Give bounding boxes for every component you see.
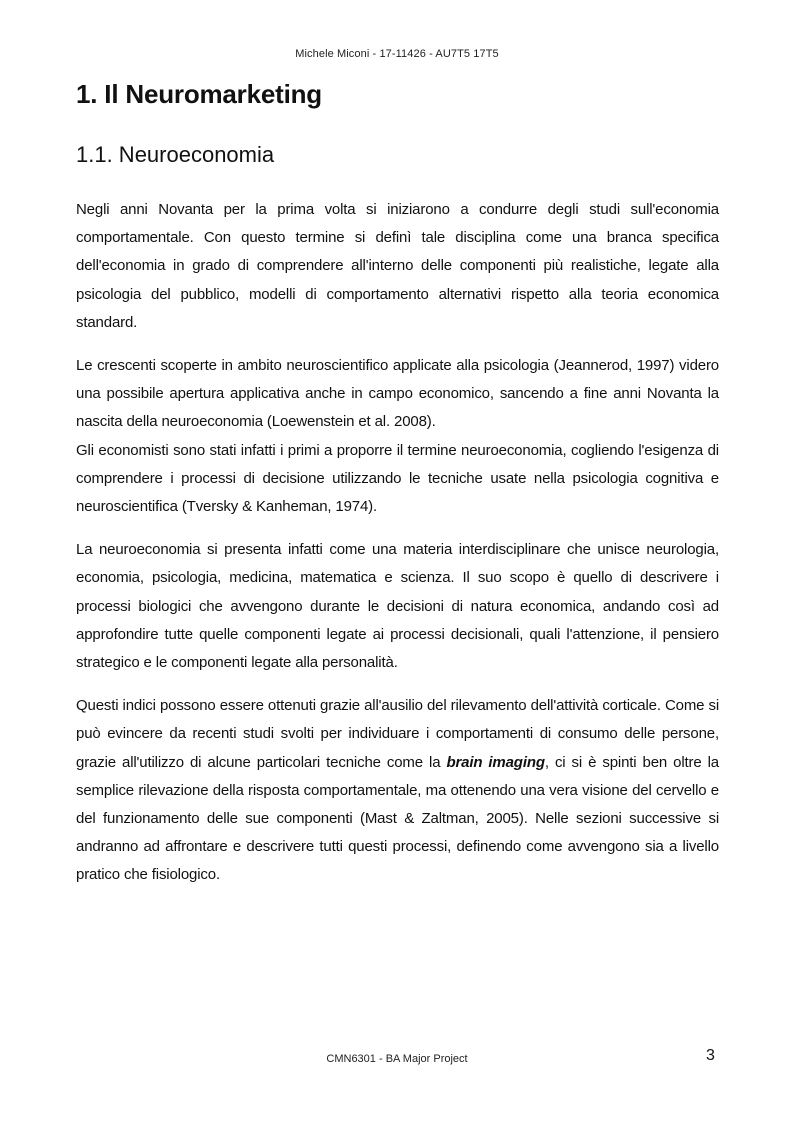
paragraph-5-text-end: , ci si è spinti ben oltre la semplice rilevazione della risposta comportamentale, ma ottenendo una vera visione del cervello e del funzionamento delle sue componenti (Mast & Zaltman, 2005). Nelle sezioni successive si andranno ad affrontare e descrivere tutti questi processi, definendo come avvengono sia a livello pratico che fisiologico. <box>76 753 719 884</box>
paragraph-2: Le crescenti scoperte in ambito neuroscientifico applicate alla psicologia (Jeannerod, 1997) videro una possibile apertura applicativa anche in campo economico, sancendo a fine anni Novanta la nascita della neuroeconomia (Loewenstein et al. 2008). <box>76 357 719 431</box>
chapter-title: 1. Il Neuromarketing <box>76 79 322 109</box>
page-body <box>76 76 719 890</box>
paragraph-1: Negli anni Novanta per la prima volta si iniziarono a condurre degli studi sull'economia comportamentale. Con questo termine si definì tale disciplina come una branca specifica dell'economia in grado di comprendere all'interno delle componenti più realistiche, legate alla psicologia del pubblico, modelli di comportamento alternativi rispetto alla teoria economica standard. <box>76 201 719 331</box>
paragraph-4: La neuroeconomia si presenta infatti come una materia interdisciplinare che unisce neurologia, economia, psicologia, medicina, matematica e scienza. Il suo scopo è quello di descrivere i processi biologici che avvengono durante le decisioni di natura economica, andando così ad approfondire tutte quelle componenti legate ai processi decisionali, quali l'attenzione, il pensiero strategico e le componenti legate alla personalità. <box>76 541 719 672</box>
page-number: 3 <box>706 1047 715 1064</box>
emphasis-brain-imaging: brain imaging <box>446 753 545 771</box>
paragraph-5 <box>76 692 719 889</box>
running-header: Michele Miconi - 17-11426 - AU7T5 17T5 <box>295 48 499 60</box>
body-text <box>76 196 719 890</box>
paragraph-5-text-start: Questi indici possono essere ottenuti grazie all'ausilio del rilevamento dell'attività corticale. Come si può evincere da recenti studi svolti per individuare i comportamenti di consumo delle persone, grazie all'utilizzo di alcune particolari tecniche come la <box>76 697 719 771</box>
footer-course: CMN6301 - BA Major Project <box>326 1053 468 1065</box>
section-title: 1.1. Neuroeconomia <box>76 142 275 167</box>
paragraph-3: Gli economisti sono stati infatti i primi a proporre il termine neuroeconomia, cogliendo l'esigenza di comprendere i processi di decisione utilizzando le tecniche usate nella psicologia cognitiva e neuroscientifica (Tversky & Kanheman, 1974). <box>76 441 719 516</box>
